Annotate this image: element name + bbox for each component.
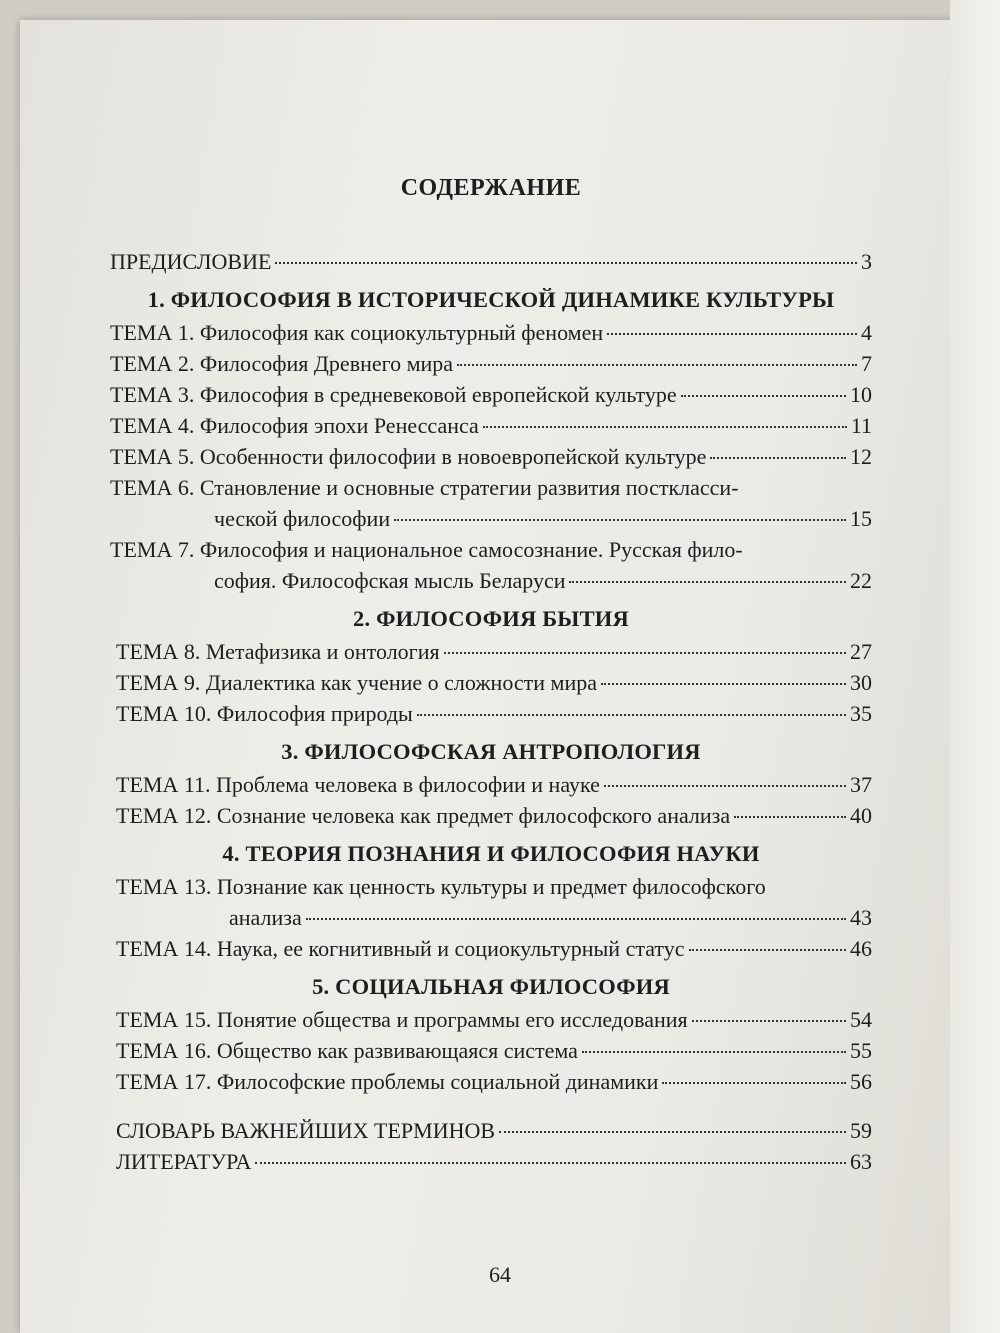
toc-entry-label: ТЕМА 14. Наука, ее когнитивный и социокультурный статус bbox=[116, 936, 685, 961]
page-title: СОДЕРЖАНИЕ bbox=[400, 175, 582, 201]
toc-entry-label-continued: софия. Философская мысль Беларуси bbox=[214, 568, 566, 593]
toc-entry bbox=[116, 1004, 872, 1035]
section-topics bbox=[116, 871, 872, 964]
toc-entry bbox=[110, 410, 872, 441]
section-topics bbox=[116, 636, 872, 729]
toc-page-number: 43 bbox=[850, 905, 872, 930]
toc-entry-label: ПРЕДИСЛОВИЕ bbox=[110, 249, 272, 274]
toc-entry bbox=[116, 1066, 872, 1097]
toc-entry-preface bbox=[110, 246, 872, 277]
adjacent-page-edge bbox=[950, 0, 1000, 1333]
section-heading: 4. ТЕОРИЯ ПОЗНАНИЯ И ФИЛОСОФИЯ НАУКИ bbox=[222, 841, 760, 866]
toc-entry bbox=[116, 636, 872, 667]
section-heading: 3. ФИЛОСОФСКАЯ АНТРОПОЛОГИЯ bbox=[281, 739, 701, 764]
dot-leader bbox=[306, 918, 846, 920]
toc-entry-label: ЛИТЕРАТУРА bbox=[116, 1149, 252, 1174]
toc-entry-label-continued: ческой философии bbox=[214, 506, 391, 531]
toc-page-number: 46 bbox=[850, 936, 872, 961]
dot-leader bbox=[689, 949, 846, 951]
toc-page-number: 56 bbox=[850, 1069, 872, 1094]
toc-entry bbox=[110, 441, 872, 472]
toc-entry-label: ТЕМА 15. Понятие общества и программы его исследования bbox=[116, 1007, 688, 1032]
dot-leader bbox=[607, 333, 857, 335]
toc-entry-label: ТЕМА 16. Общество как развивающаяся система bbox=[116, 1038, 578, 1063]
toc-entry-label: ТЕМА 4. Философия эпохи Ренессанса bbox=[110, 413, 479, 438]
toc-page-number: 54 bbox=[850, 1007, 872, 1032]
toc-entry-label: СЛОВАРЬ ВАЖНЕЙШИХ ТЕРМИНОВ bbox=[116, 1118, 496, 1143]
toc-entry bbox=[116, 871, 872, 933]
section-heading: 1. ФИЛОСОФИЯ В ИСТОРИЧЕСКОЙ ДИНАМИКЕ КУЛЬТУРЫ bbox=[147, 287, 835, 312]
toc-page-number: 22 bbox=[850, 568, 872, 593]
toc-entry bbox=[116, 667, 872, 698]
toc-entry-label: ТЕМА 12. Сознание человека как предмет философского анализа bbox=[116, 803, 731, 828]
section-topics bbox=[116, 1004, 872, 1097]
dot-leader bbox=[394, 519, 846, 521]
toc-entry bbox=[116, 800, 872, 831]
dot-leader bbox=[275, 262, 857, 264]
toc-entry-label: ТЕМА 8. Метафизика и онтология bbox=[116, 639, 440, 664]
toc-page-number: 12 bbox=[850, 444, 872, 469]
toc-entry bbox=[116, 933, 872, 964]
dot-leader bbox=[734, 816, 846, 818]
dot-leader bbox=[417, 714, 846, 716]
toc-entry-label: ТЕМА 3. Философия в средневековой европейской культуре bbox=[110, 382, 677, 407]
toc-entry-glossary bbox=[116, 1115, 872, 1146]
dot-leader bbox=[681, 395, 846, 397]
toc-entry bbox=[116, 1035, 872, 1066]
toc-entry-literature bbox=[116, 1146, 872, 1177]
toc-page-number: 30 bbox=[850, 670, 872, 695]
toc-entry-label: ТЕМА 17. Философские проблемы социальной динамики bbox=[116, 1069, 659, 1094]
dot-leader bbox=[710, 457, 846, 459]
section-heading: 5. СОЦИАЛЬНАЯ ФИЛОСОФИЯ bbox=[312, 974, 670, 999]
dot-leader bbox=[569, 581, 846, 583]
toc-entry bbox=[110, 348, 872, 379]
section-heading: 2. ФИЛОСОФИЯ БЫТИЯ bbox=[353, 606, 629, 631]
toc-page-number: 40 bbox=[850, 803, 872, 828]
toc-page-number: 37 bbox=[850, 772, 872, 797]
toc-page-number: 27 bbox=[850, 639, 872, 664]
dot-leader bbox=[692, 1020, 846, 1022]
toc-entry bbox=[110, 472, 872, 534]
dot-leader bbox=[662, 1082, 846, 1084]
toc-page-number: 10 bbox=[850, 382, 872, 407]
dot-leader bbox=[457, 364, 857, 366]
dot-leader bbox=[499, 1131, 846, 1133]
dot-leader bbox=[255, 1162, 846, 1164]
page-number: 64 bbox=[489, 1262, 511, 1287]
toc-entry-label: ТЕМА 13. Познание как ценность культуры и предмет философского bbox=[116, 874, 766, 899]
toc-page-number: 35 bbox=[850, 701, 872, 726]
table-of-contents bbox=[110, 175, 872, 1177]
toc-page-number: 59 bbox=[850, 1118, 872, 1143]
toc-entry-label: ТЕМА 9. Диалектика как учение о сложности мира bbox=[116, 670, 597, 695]
toc-entry-label-continued: анализа bbox=[229, 905, 302, 930]
toc-page-number: 55 bbox=[850, 1038, 872, 1063]
section-topics bbox=[116, 769, 872, 831]
dot-leader bbox=[601, 683, 846, 685]
toc-entry bbox=[110, 379, 872, 410]
toc-page-number: 3 bbox=[861, 249, 872, 274]
toc-entry bbox=[116, 698, 872, 729]
toc-entry bbox=[116, 769, 872, 800]
section-topics bbox=[110, 317, 872, 596]
dot-leader bbox=[604, 785, 846, 787]
toc-entry-label: ТЕМА 1. Философия как социокультурный феномен bbox=[110, 320, 604, 345]
dot-leader bbox=[483, 426, 847, 428]
toc-page-number: 11 bbox=[850, 413, 872, 438]
toc-entry-label: ТЕМА 2. Философия Древнего мира bbox=[110, 351, 454, 376]
toc-page-number: 63 bbox=[850, 1149, 872, 1174]
toc-entry-label: ТЕМА 6. Становление и основные стратегии развития посткласси- bbox=[110, 475, 739, 500]
toc-entry-label: ТЕМА 7. Философия и национальное самосознание. Русская фило- bbox=[110, 537, 743, 562]
toc-entry bbox=[110, 534, 872, 596]
dot-leader bbox=[444, 652, 846, 654]
toc-page-number: 15 bbox=[850, 506, 872, 531]
dot-leader bbox=[582, 1051, 846, 1053]
toc-page-number: 4 bbox=[861, 320, 872, 345]
toc-page-number: 7 bbox=[861, 351, 872, 376]
toc-entry bbox=[110, 317, 872, 348]
toc-entry-label: ТЕМА 5. Особенности философии в новоевропейской культуре bbox=[110, 444, 707, 469]
toc-entry-label: ТЕМА 10. Философия природы bbox=[116, 701, 413, 726]
toc-entry-label: ТЕМА 11. Проблема человека в философии и науке bbox=[116, 772, 600, 797]
